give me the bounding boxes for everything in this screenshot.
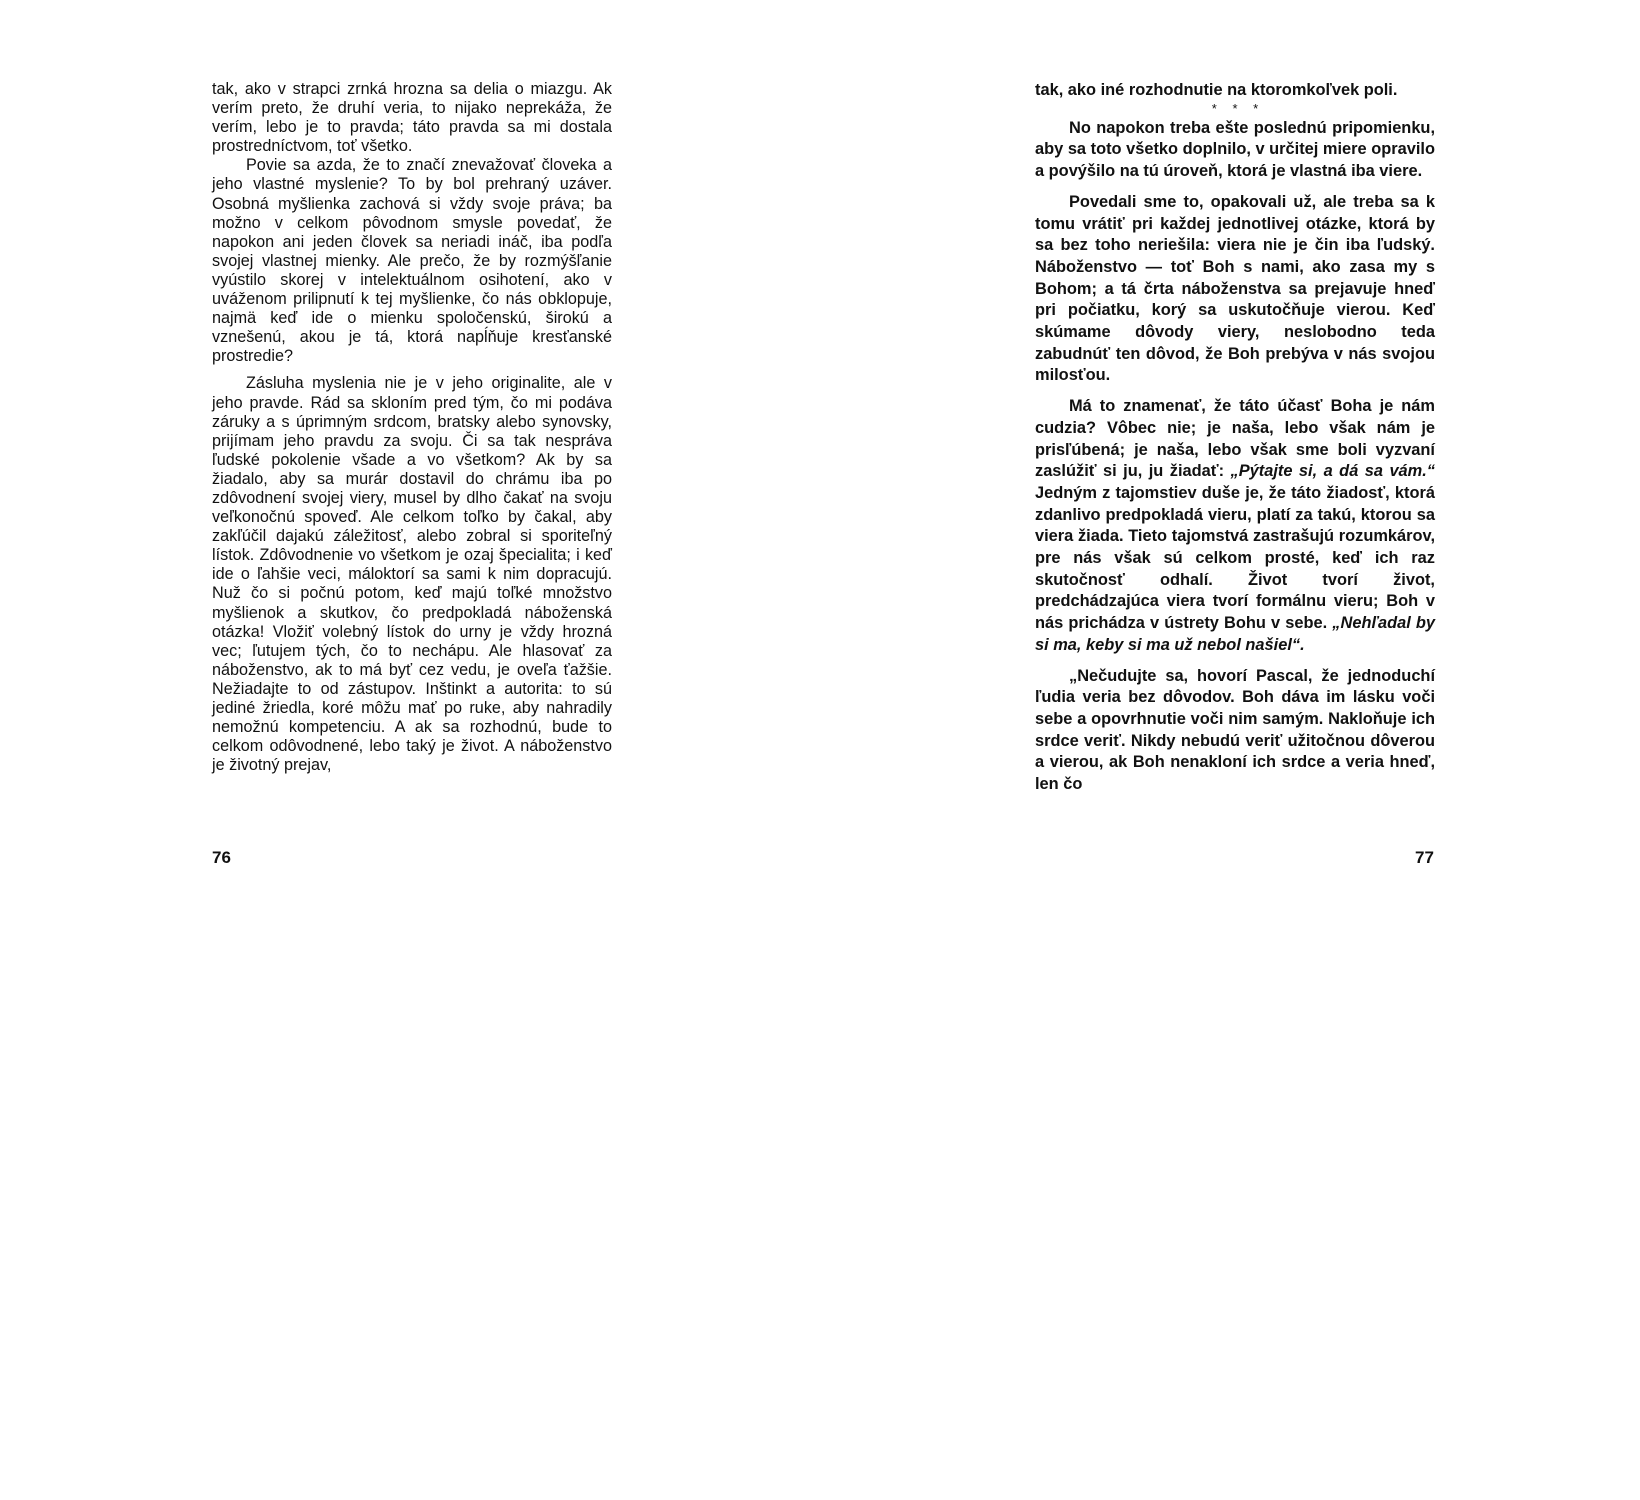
right-paragraph-4 bbox=[1035, 396, 1435, 656]
right-paragraph-4-text-a: Má to znamenať, že táto účasť Boha je nám cudzia? Vôbec nie; je naša, lebo však nám je prisľúbená; je naša, lebo však sme boli vyzvaní zaslúžiť si ju, ju žiadať: bbox=[1035, 397, 1435, 481]
right-paragraph-1: tak, ako iné rozhodnutie na ktoromkoľvek poli. bbox=[1035, 81, 1398, 99]
right-paragraph-5: „Nečudujte sa, hovorí Pascal, že jednoduchí ľudia veria bez dôvodov. Boh dáva im lásku voči sebe a opovrhnutie voči nim samým. Nakloňuje ich srdce veriť. Nikdy nebudú veriť užitočnou dôverou a vierou, ak Boh nenakloní ich srdce a veria hneď, len čo bbox=[1035, 666, 1435, 794]
right-page bbox=[1035, 80, 1435, 796]
scripture-quote: „Pýtajte si, a dá sa vám.“ bbox=[1230, 462, 1435, 481]
pascal-quote: „Nehľadal by si ma, keby si ma už nebol našiel“. bbox=[1035, 614, 1435, 654]
left-paragraph-3: Zásluha myslenia nie je v jeho originalite, ale v jeho pravde. Rád sa skloním pred tým, čo mi podáva záruky a s úprimným srdcom, bratsky alebo synovsky, prijímam jeho pravdu za svoju. Či sa tak nespráva ľudské pokolenie všade a vo všetkom? Ak by sa žiadalo, aby sa murár dostavil do chrámu iba po zdôvodnení svojej viery, musel by dlho čakať na svoju veľkonočnú spoveď. Ale celkom toľko by čakal, aby zakľúčil dajakú záležitosť, alebo zobral si sporiteľný lístok. Zdôvodnenie vo všetkom je ozaj špecialita; i keď ide o ľahšie veci, máloktorí sa sami k nim dopracujú. Nuž čo si počnú potom, keď majú toľké množstvo myšlienok a skutkov, čo predpokladá náboženská otázka! Vložiť volebný lístok do urny je vždy hrozná vec; ľutujem tých, čo to nechápu. Ale hlasovať za náboženstvo, ak to má byť cez vedu, je oveľa ťažšie. Nežiadajte to od zástupov. Inštinkt a autorita: to sú jediné žriedla, koré môžu mať po ruke, aby nahradily nemožnú kompetenciu. A ak sa rozhodnú, bude to celkom odôvodnené, lebo taký je život. A náboženstvo je životný prejav, bbox=[212, 374, 612, 775]
left-page bbox=[212, 80, 612, 775]
section-separator: * * * bbox=[1211, 100, 1265, 116]
left-paragraph-1: tak, ako v strapci zrnká hrozna sa delia o miazgu. Ak verím preto, že druhí veria, to nijako neprekáža, že verím, lebo je to pravda; táto pravda sa mi dostala prostredníctvom, toť všetko. bbox=[212, 80, 612, 156]
right-paragraph-3: Povedali sme to, opakovali už, ale treba sa k tomu vrátiť pri každej jednotlivej otázke, ktorá by sa bez toho neriešila: viera nie je čin iba ľudský. Náboženstvo — toť Boh s nami, ako zasa my s Bohom; a tá črta náboženstva sa prejavuje hneď pri počiatku, korý sa uskutočňuje vierou. Keď skúmame dôvody viery, neslobodno teda zabudnúť ten dôvod, že Boh prebýva v nás svojou milosťou. bbox=[1035, 192, 1435, 385]
right-paragraph-4-text-b: Jedným z tajomstiev duše je, že táto žiadosť, ktorá zdanlivo predpokladá vieru, platí za takú, ktorou sa viera žiada. Tieto tajomstvá zastrašujú rozumkárov, pre nás však sú celkom prosté, keď ich raz skutočnosť odhalí. Život tvorí život, predchádzajúca viera tvorí formálnu vieru; Boh v nás prichádza v ústrety Bohu v sebe. bbox=[1035, 483, 1435, 633]
right-paragraph-2: No napokon treba ešte poslednú pripomienku, aby sa toto všetko doplnilo, v určitej miere opravilo a povýšilo na tú úroveň, ktorá je vlastná iba viere. bbox=[1035, 118, 1435, 181]
left-page-number: 76 bbox=[212, 848, 231, 867]
left-paragraph-2: Povie sa azda, že to značí znevažovať človeka a jeho vlastné myslenie? To by bol prehraný uzáver. Osobná myšlienka zachová si vždy svoje práva; ba možno v celkom pôvodnom smysle povedať, že napokon ani jeden človek sa neriadi ináč, iba podľa svojej vlastnej mienky. Ale prečo, že by rozmýšľanie vyústilo skorej v intelektuálnom osihotení, ako v uváženom prilipnutí k tej myšlienke, čo nás obklopuje, najmä keď ide o mienku spoločenskú, širokú a vznešenú, akou je tá, ktorá napĺňuje kresťanské prostredie? bbox=[212, 156, 612, 366]
right-page-number: 77 bbox=[1415, 848, 1434, 867]
